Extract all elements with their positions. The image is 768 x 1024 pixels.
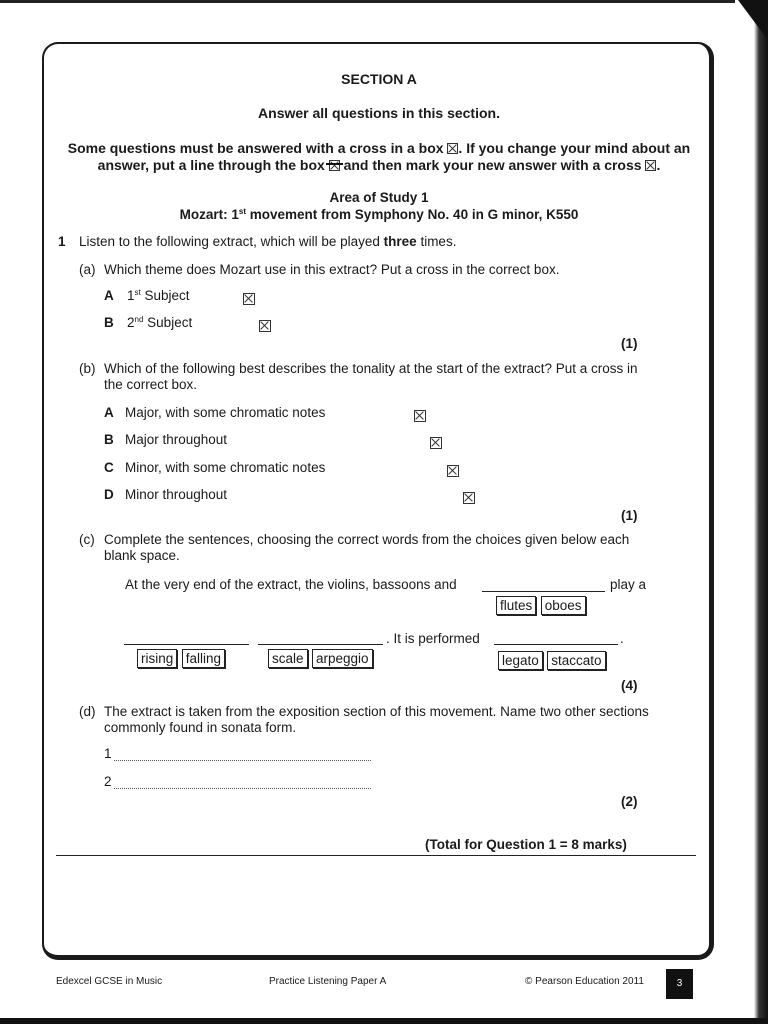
question-total: (Total for Question 1 = 8 marks)	[425, 837, 627, 852]
option-num: 1	[127, 288, 135, 303]
cross-box-icon	[447, 143, 458, 154]
answer-line-1[interactable]	[114, 748, 371, 761]
option-letter: A	[104, 405, 114, 420]
work-title-prefix: Mozart: 1	[179, 207, 239, 222]
part-b-marks: (1)	[621, 508, 638, 523]
cross-box-icon	[645, 160, 656, 171]
choices-2	[137, 649, 225, 668]
sentence-c: . It is performed	[386, 631, 480, 646]
option-text: Minor, with some chromatic notes	[125, 460, 326, 475]
option-sup: nd	[134, 315, 144, 324]
part-c-marks: (4)	[621, 678, 638, 693]
footer-center: Practice Listening Paper A	[269, 976, 387, 987]
instruction-text: and then mark your new answer with a cross	[343, 157, 642, 173]
answer-label-2: 2	[104, 774, 112, 789]
option-letter: B	[104, 432, 114, 447]
choice-word: arpeggio	[312, 649, 373, 668]
question-number: 1	[58, 234, 66, 249]
scan-edge-shadow	[754, 0, 768, 1024]
choices-1	[496, 596, 586, 615]
sentence-b: play a	[610, 577, 647, 592]
work-title	[44, 207, 714, 222]
instruction-main: Answer all questions in this section.	[258, 105, 500, 121]
answer-checkbox[interactable]	[414, 410, 426, 422]
option-sup: st	[134, 288, 141, 297]
choice-word: legato	[498, 651, 543, 670]
choices-4	[498, 651, 606, 670]
answer-blank-2[interactable]	[124, 630, 249, 645]
part-d-marks: (2)	[621, 794, 638, 809]
instruction-text: . If you change your mind about an	[458, 140, 691, 156]
choice-word: scale	[268, 649, 308, 668]
intro-text: times.	[416, 234, 457, 249]
answer-blank-1[interactable]	[482, 577, 605, 592]
footer-left: Edexcel GCSE in Music	[56, 976, 163, 987]
instruction-text: .	[656, 157, 661, 173]
option-letter: B	[104, 315, 114, 330]
answer-line-2[interactable]	[114, 776, 371, 789]
answer-checkbox[interactable]	[430, 437, 442, 449]
part-d-label: (d)	[79, 704, 96, 719]
bottom-edge-line	[0, 1018, 768, 1024]
top-edge-line	[0, 0, 735, 3]
choice-word: oboes	[541, 596, 586, 615]
choice-word: flutes	[496, 596, 536, 615]
option-letter: D	[104, 487, 114, 502]
answer-checkbox[interactable]	[243, 293, 255, 305]
option-letter: A	[104, 288, 114, 303]
part-b-prompt-line2: the correct box.	[104, 377, 198, 392]
page-number: 3	[666, 969, 693, 999]
work-title-suffix: movement from Symphony No. 40 in G minor, K550	[246, 207, 579, 222]
option-letter: C	[104, 460, 114, 475]
sentence-a: At the very end of the extract, the violins, bassoons and	[125, 577, 457, 592]
answer-blank-4[interactable]	[494, 630, 618, 645]
option-a1-text	[127, 288, 190, 303]
option-a1	[104, 288, 114, 303]
option-text: Subject	[140, 288, 190, 303]
answer-blank-3[interactable]	[258, 630, 383, 645]
choice-word: staccato	[547, 651, 605, 670]
option-text: Major, with some chromatic notes	[125, 405, 326, 420]
part-a-prompt: Which theme does Mozart use in this extract? Put a cross in the correct box.	[104, 262, 560, 277]
answer-checkbox[interactable]	[447, 465, 459, 477]
answer-checkbox[interactable]	[463, 492, 475, 504]
part-a-marks: (1)	[621, 336, 638, 351]
struck-box-icon	[329, 157, 340, 173]
intro-text: Listen to the following extract, which will be played	[79, 234, 384, 249]
part-d-prompt-line1: The extract is taken from the exposition section of this movement. Name two other sections	[104, 704, 649, 719]
part-d-prompt-line2: commonly found in sonata form.	[104, 720, 297, 735]
choices-3	[268, 649, 373, 668]
option-text: Major throughout	[125, 432, 228, 447]
answer-checkbox[interactable]	[259, 320, 271, 332]
question-intro	[79, 234, 456, 249]
section-title: SECTION A	[341, 71, 417, 87]
instruction-text: Some questions must be answered with a cross in a box	[67, 140, 444, 156]
part-b-label: (b)	[79, 361, 96, 376]
footer-right: © Pearson Education 2011	[525, 976, 644, 987]
instruction-text: answer, put a line through the box	[97, 157, 325, 173]
option-text: Subject	[143, 315, 193, 330]
part-b-prompt-line1: Which of the following best describes the tonality at the start of the extract? Put a cross in	[104, 361, 638, 376]
option-a2-text	[127, 315, 192, 330]
answer-label-1: 1	[104, 746, 112, 761]
part-c-label: (c)	[79, 532, 95, 547]
part-a-label: (a)	[79, 262, 96, 277]
intro-bold-text: three	[383, 234, 417, 249]
choice-word: rising	[137, 649, 177, 668]
option-text: Minor throughout	[125, 487, 228, 502]
work-title-sup: st	[238, 207, 247, 216]
area-title: Area of Study 1	[329, 190, 429, 205]
option-a2	[104, 315, 114, 330]
part-c-prompt-line2: blank space.	[104, 548, 180, 563]
total-rule	[56, 855, 696, 856]
instruction-cross-line1	[44, 140, 714, 156]
choice-word: falling	[182, 649, 225, 668]
option-num: 2	[127, 315, 135, 330]
sentence-d: .	[620, 631, 624, 646]
part-c-prompt-line1: Complete the sentences, choosing the correct words from the choices given below each	[104, 532, 630, 547]
scan-corner	[738, 0, 768, 40]
instruction-cross-line2	[44, 157, 714, 173]
